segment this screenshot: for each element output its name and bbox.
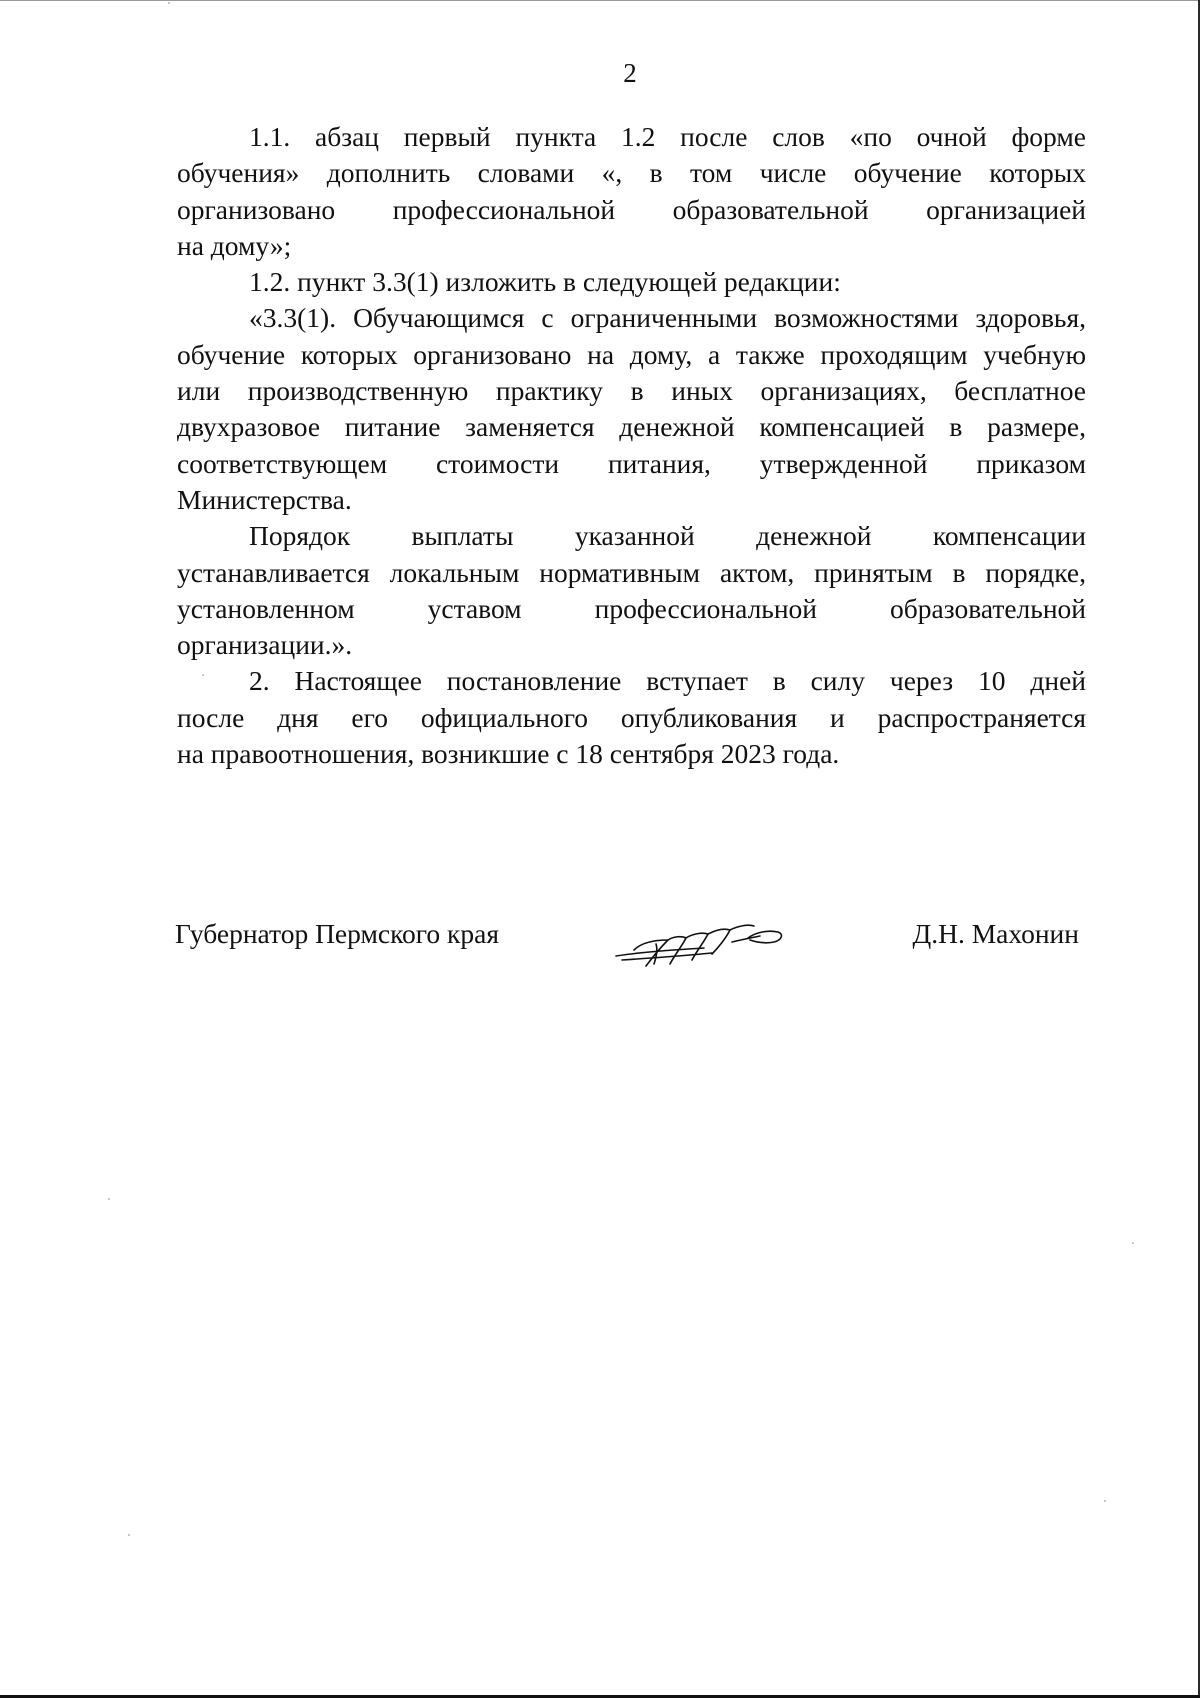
document-body	[177, 119, 1086, 772]
text-line: 1.2. пункт 3.3(1) изложить в следующей редакции:	[249, 266, 841, 298]
text-line: «3.3(1). Обучающимся с ограниченными возможностями здоровья,	[249, 302, 1086, 334]
signer-name: Д.Н. Махонин	[912, 918, 1079, 949]
signer-title: Губернатор Пермского края	[175, 918, 499, 949]
text-line: или производственную практику в иных организациях, бесплатное	[177, 375, 1086, 407]
text-line: обучение которых организовано на дому, а также проходящим учебную	[177, 338, 1086, 370]
text-line: соответствующем стоимости питания, утвержденной приказом	[177, 447, 1086, 479]
text-line: на дому»;	[177, 229, 292, 261]
scan-speck	[108, 1198, 110, 1200]
paragraph-payment-order	[177, 518, 1086, 663]
paragraph-1-1	[177, 119, 1086, 264]
scan-speck	[128, 1534, 130, 1536]
text-line: установленном уставом профессиональной образовательной	[177, 592, 1086, 624]
text-line: на правоотношения, возникшие с 18 сентября 2023 года.	[177, 738, 840, 770]
scan-speck	[1104, 1500, 1106, 1502]
text-line: Порядок выплаты указанной денежной компенсации	[249, 520, 1086, 552]
text-line: 1.1. абзац первый пункта 1.2 после слов «по очной форме	[249, 121, 1086, 152]
scan-edge-top	[0, 0, 1200, 1]
text-line: 2. Настоящее постановление вступает в силу через 10 дней	[249, 665, 1086, 697]
text-line: после дня его официального опубликования и распространяется	[177, 701, 1086, 733]
scan-speck	[202, 674, 204, 676]
text-line: обучения» дополнить словами «, в том числе обучение которых	[177, 157, 1086, 189]
text-line: организации.».	[177, 629, 353, 661]
paragraph-3-3-1	[177, 300, 1086, 518]
scan-speck	[168, 2, 170, 4]
page-number: 2	[623, 58, 637, 88]
handwritten-signature	[612, 920, 802, 970]
scan-speck	[1132, 1242, 1134, 1244]
paragraph-2-effective-date	[177, 663, 1086, 772]
text-line: двухразовое питание заменяется денежной компенсацией в размере,	[177, 411, 1086, 443]
text-line: устанавливается локальным нормативным актом, принятым в порядке,	[177, 556, 1086, 588]
text-line: организовано профессиональной образовательной организацией	[177, 193, 1086, 225]
text-line: Министерства.	[177, 483, 352, 515]
paragraph-1-2	[177, 264, 1086, 300]
